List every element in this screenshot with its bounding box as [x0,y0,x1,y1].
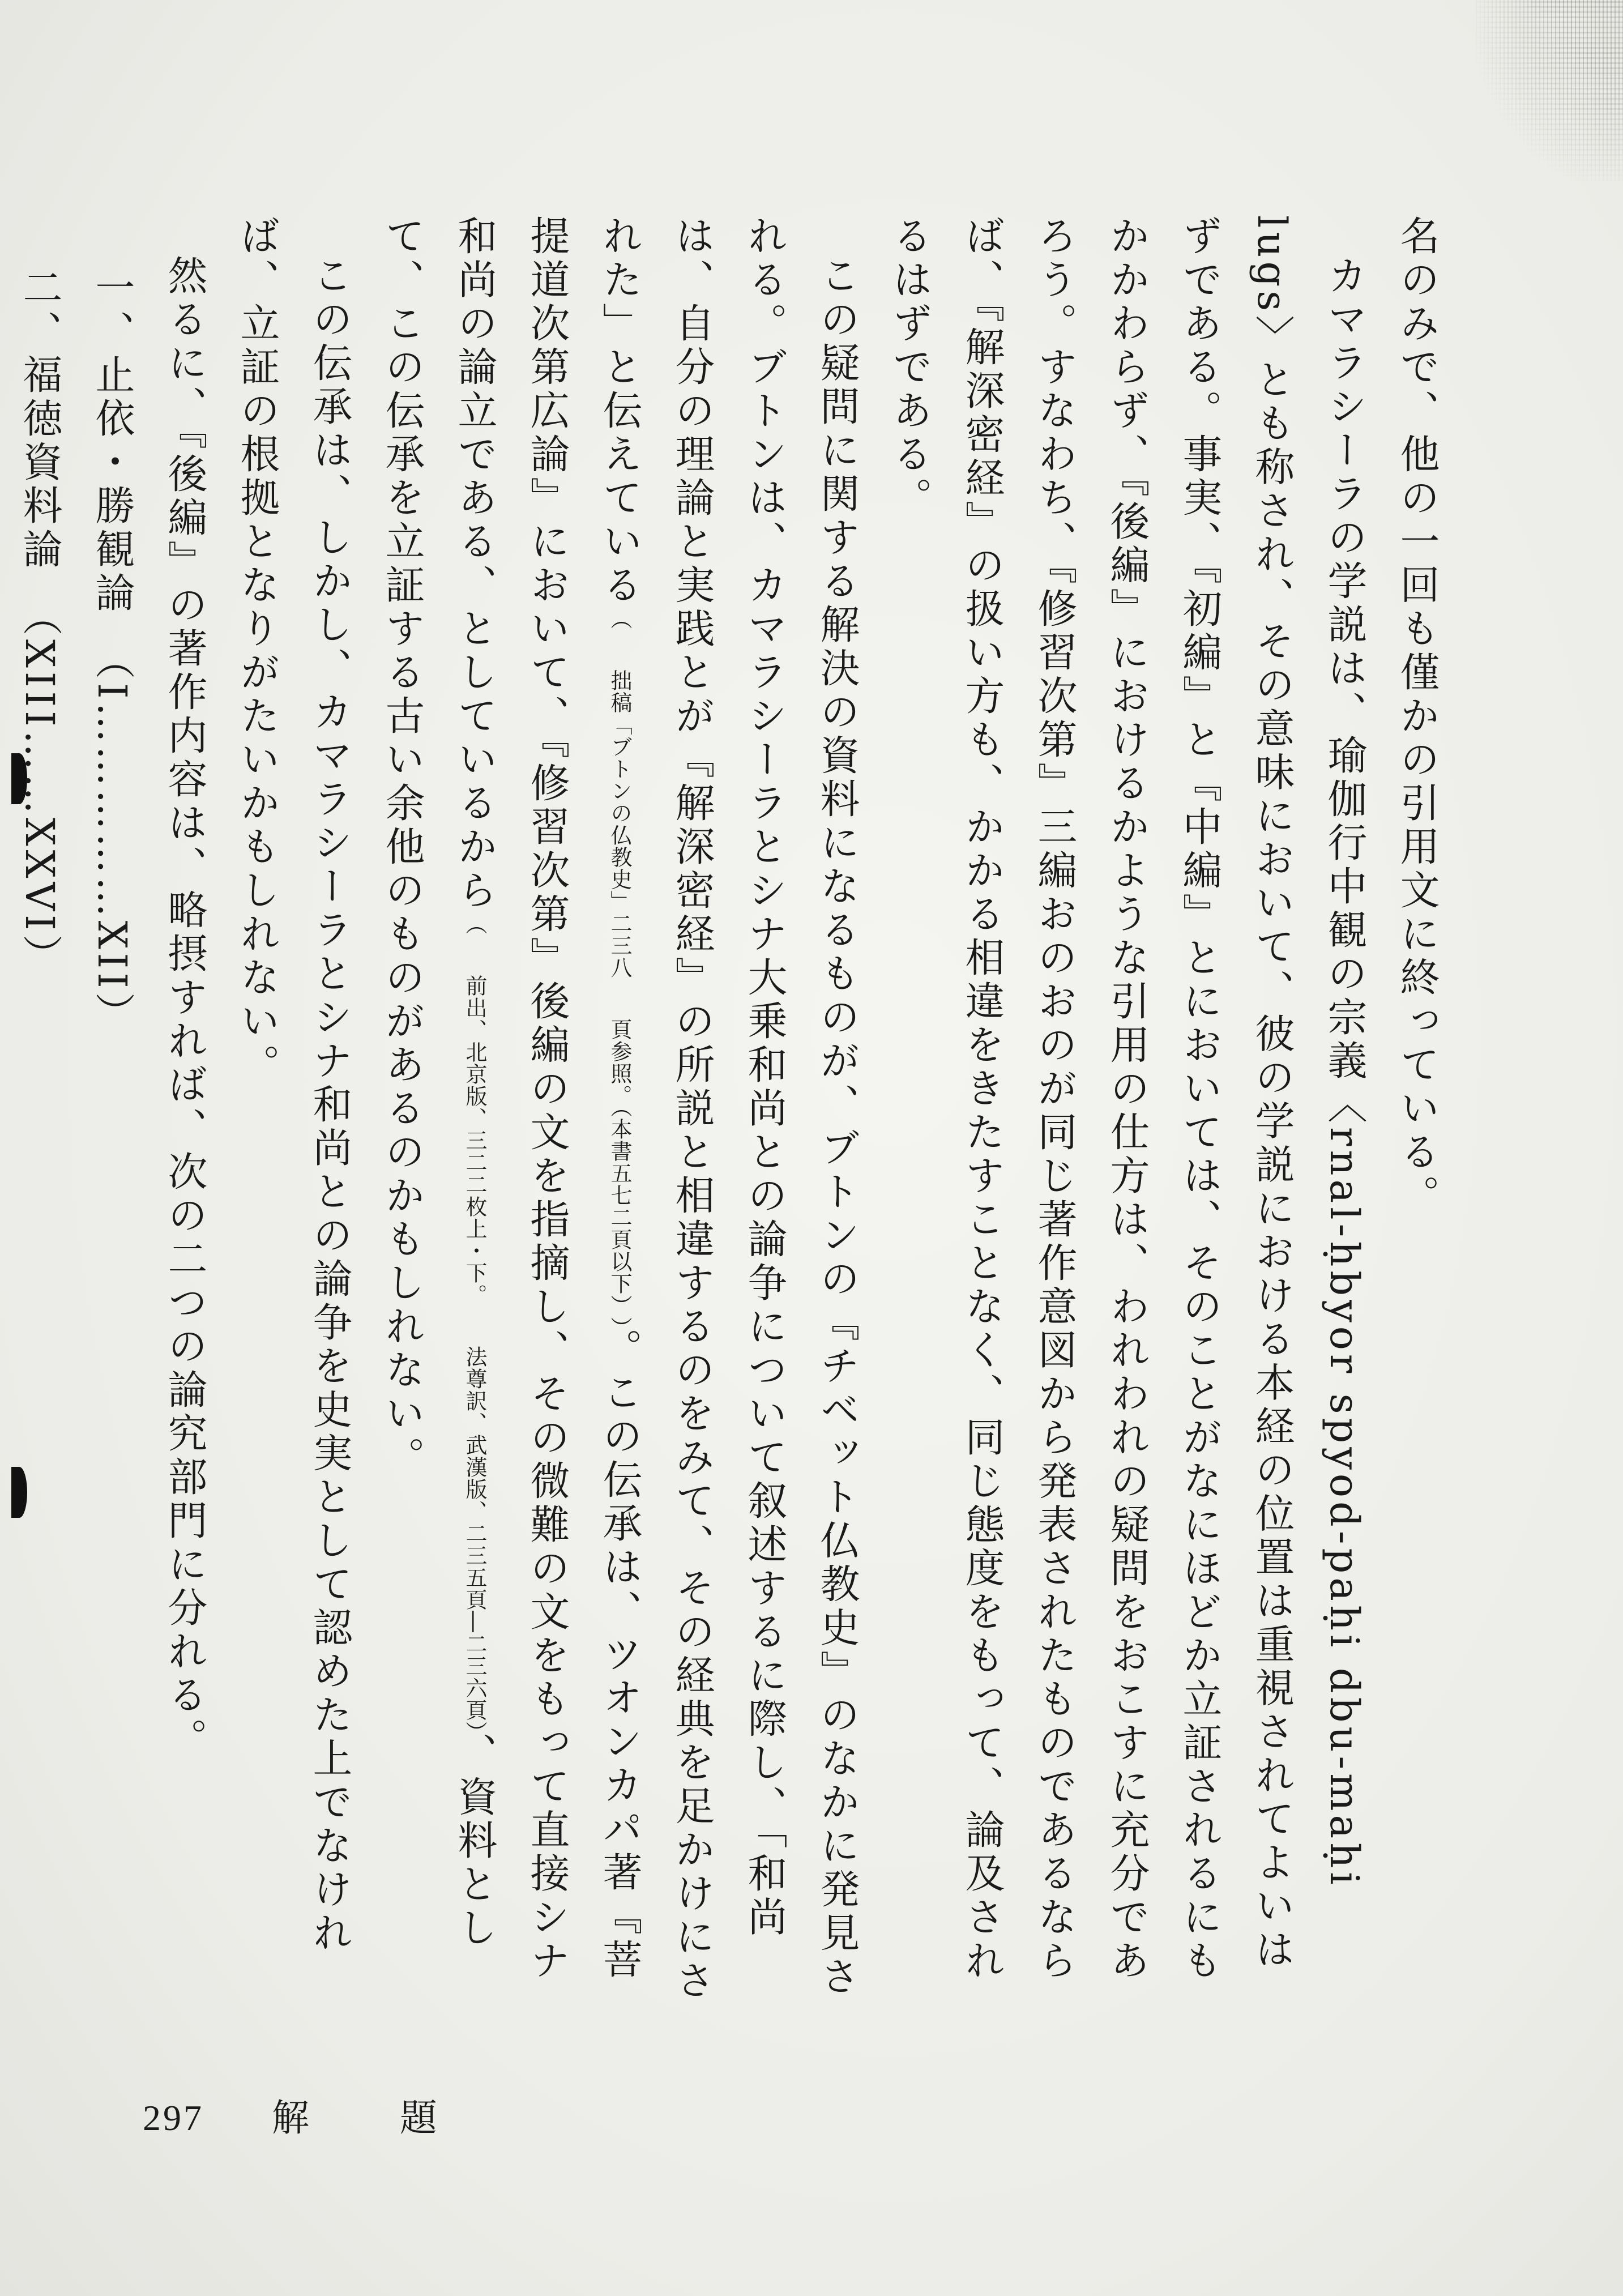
paragraph-text: この伝承は、しかし、カマラシーラとシナ和尚との論争を史実として認めた上でなければ、立証の根拠となりがたいかもしれない。 [234,215,353,1956]
paragraph-3 [366,215,873,2005]
paragraph-text: 然るに、『後編』の著作内容は、略摂すれば、次の二つの論究部門に分れる。 [161,255,208,1761]
inline-note: （前出、北京版、三二二枚上・下。法尊訳、武漢版、二三五頁―二三六頁） [462,913,487,1732]
inline-note-line: 前出、北京版、三二二枚上・下。 [462,975,487,1306]
main-text-block [0,215,1453,2005]
paragraph-text: 、資料として、この伝承を立証する古い余他のものがあるのかもしれない。 [379,215,498,1951]
paragraph-text: 名のみで、他の一回も僅かの引用文に終っている。 [1394,215,1440,1218]
scan-noise-corner [1476,0,1623,181]
paragraph-4 [221,215,366,2005]
inline-note-line: 法尊訳、武漢版、二三五頁―二三六頁 [462,1346,487,1721]
running-head: 解題 [272,2096,528,2140]
paragraph-2 [873,215,1381,2005]
page-footer [0,2096,680,2163]
list-item [3,215,76,2005]
paragraph-5 [148,215,221,2005]
list-item-range: （I……………XII） [89,659,135,1036]
inline-note-line: 拙稿「ブトンの仏教史」二三八 [607,669,632,979]
paragraph-text: カマラシーラの学説は、瑜伽行中観の宗義〈rnal-ḥbyor spyod-paḥi dbu-maḥi lugs〉とも称され、その意味において、彼の学説における本経の位置は重視されてよいはずである。事実、『初編』と『中編』とにおいては、そのことがなにほどか立証されるにもかかわらず、『後編』におけるかような引用の仕方は、われわれの疑問をおこすに充分であろう。すなわち、『修習次第』三編おのおのが同じ著作意図から発表されたものであるならば、『解深密経』の扱い方も、かかる相違をきたすことなく、同じ態度をもって、論及されるはずである。 [886,215,1368,1983]
paragraph-text: 。この伝承は、ツオンカパ著『菩提道次第広論』において、『修習次第』後編の文を指摘し、その微難の文をもって直接シナ和尚の論立である、としているから [451,215,643,1983]
list-item-range: （XIII……XXVI） [16,616,63,978]
list-item [76,215,148,2005]
inline-note-line: 頁参照。（本書五七二頁以下） [607,1018,632,1317]
inline-note: （拙稿「ブトンの仏教史」二三八頁参照。（本書五七二頁以下）） [607,608,632,1328]
paragraph-text: この疑問に関する解決の資料になるものが、ブトンの『チベット仏教史』のなかに発見される。ブトンは、カマラシーラとシナ大乗和尚との論争について叙述するに際し、「和尚は、自分の理論と実践とが『解深密経』の所説と相違するのをみて、その経典を足かけにされた」と伝えている [596,215,860,2003]
page-number: 297 [143,2098,204,2138]
list-item-label: 二、福徳資料論 [16,267,63,572]
list-item-label: 一、止依・勝観論 [89,267,135,616]
paragraph-1 [1381,215,1453,2005]
